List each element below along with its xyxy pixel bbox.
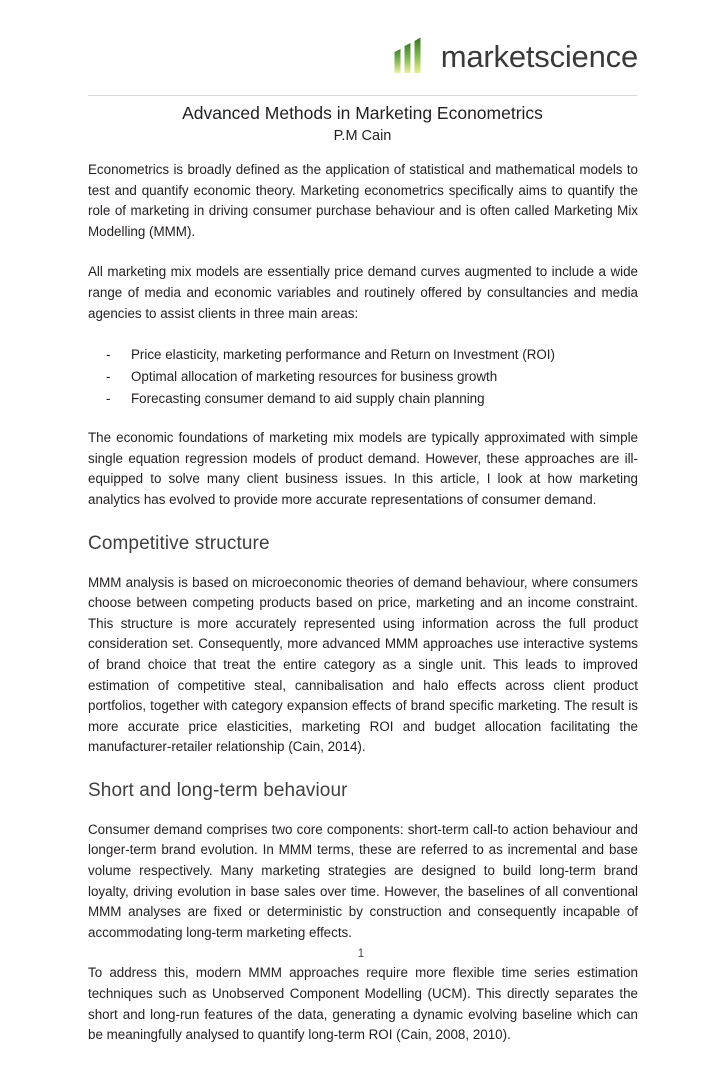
list-item xyxy=(88,366,638,388)
brand-header xyxy=(391,28,638,84)
page-number: 1 xyxy=(357,948,365,960)
paragraph-intro: Econometrics is broadly defined as the application of statistical and mathematical models to test and quantify economic theory. Marketing econometrics specifically aims to quantify the role of marketing in driving consumer purchase behaviour and is often called Marketing Mix Modelling (MMM). xyxy=(88,162,638,239)
document-body xyxy=(88,160,638,1066)
brand-wordmark: marketscience xyxy=(440,38,638,74)
bar-chart-logo-icon xyxy=(391,36,435,76)
list-item-label: Price elasticity, marketing performance and Return on Investment (ROI) xyxy=(131,347,555,363)
list-item-label: Forecasting consumer demand to aid supply chain planning xyxy=(131,391,485,407)
paragraph-competitive-structure: MMM analysis is based on microeconomic theories of demand behaviour, where consumers choose between competing products based on price, marketing and an income constraint. This structure is more accurately represented using information across the full product consideration set. Consequently, more advanced MMM approaches use interactive systems of brand choice that treat the entire category as a single unit. This leads to improved estimation of competitive steal, cannibalisation and halo effects across client product portfolios, together with category expansion effects of brand specific marketing. The result is more accurate price elasticities, marketing ROI and budget allocation facilitating the manufacturer-retailer relationship (Cain, 2014). xyxy=(88,574,638,755)
paragraph-models: All marketing mix models are essentially price demand curves augmented to include a wide range of media and economic variables and routinely offered by consultancies and media agencies to assist clients in three main areas: xyxy=(88,264,638,321)
list-item xyxy=(88,388,638,410)
paragraph-short-long-behaviour: Consumer demand comprises two core components: short-term call-to action behaviour and longer-term brand evolution. In MMM terms, these are referred to as incremental and base volume respectively. Many marketing strategies are designed to build long-term brand loyalty, driving evolution in base sales over time. However, the baselines of all conventional MMM analyses are fixed or deterministic by construction and consequently incapable of accommodating long-term marketing effects. xyxy=(88,821,638,940)
list-bullet-marker: - xyxy=(106,347,111,363)
list-bullet-marker: - xyxy=(106,369,111,385)
section-heading-competitive-structure: Competitive structure xyxy=(88,532,270,554)
paragraph-foundations: The economic foundations of marketing mix models are typically approximated with simple single equation regression models of product demand. However, these approaches are ill-equipped to solve many client business issues. In this article, I look at how marketing analytics has evolved to provide more accurate representations of consumer demand. xyxy=(88,430,638,507)
author-name: P.M Cain xyxy=(333,128,392,144)
paragraph-ucm: To address this, modern MMM approaches require more flexible time series estimation techniques such as Unobserved Component Modelling (UCM). This directly separates the short and long-run features of the data, generating a dynamic evolving baseline which can be meaningfully analysed to quantify long-term ROI (Cain, 2008, 2010). xyxy=(88,965,638,1043)
header-divider xyxy=(88,95,637,96)
list-item-label: Optimal allocation of marketing resources for business growth xyxy=(131,369,498,385)
main-areas-list xyxy=(88,344,638,410)
title-block xyxy=(88,101,637,147)
list-bullet-marker: - xyxy=(106,391,111,407)
list-item xyxy=(88,344,638,366)
page-title: Advanced Methods in Marketing Econometrics xyxy=(182,103,543,123)
section-heading-short-and-long-term-behaviour: Short and long-term behaviour xyxy=(88,779,348,801)
page-footer xyxy=(0,948,722,960)
